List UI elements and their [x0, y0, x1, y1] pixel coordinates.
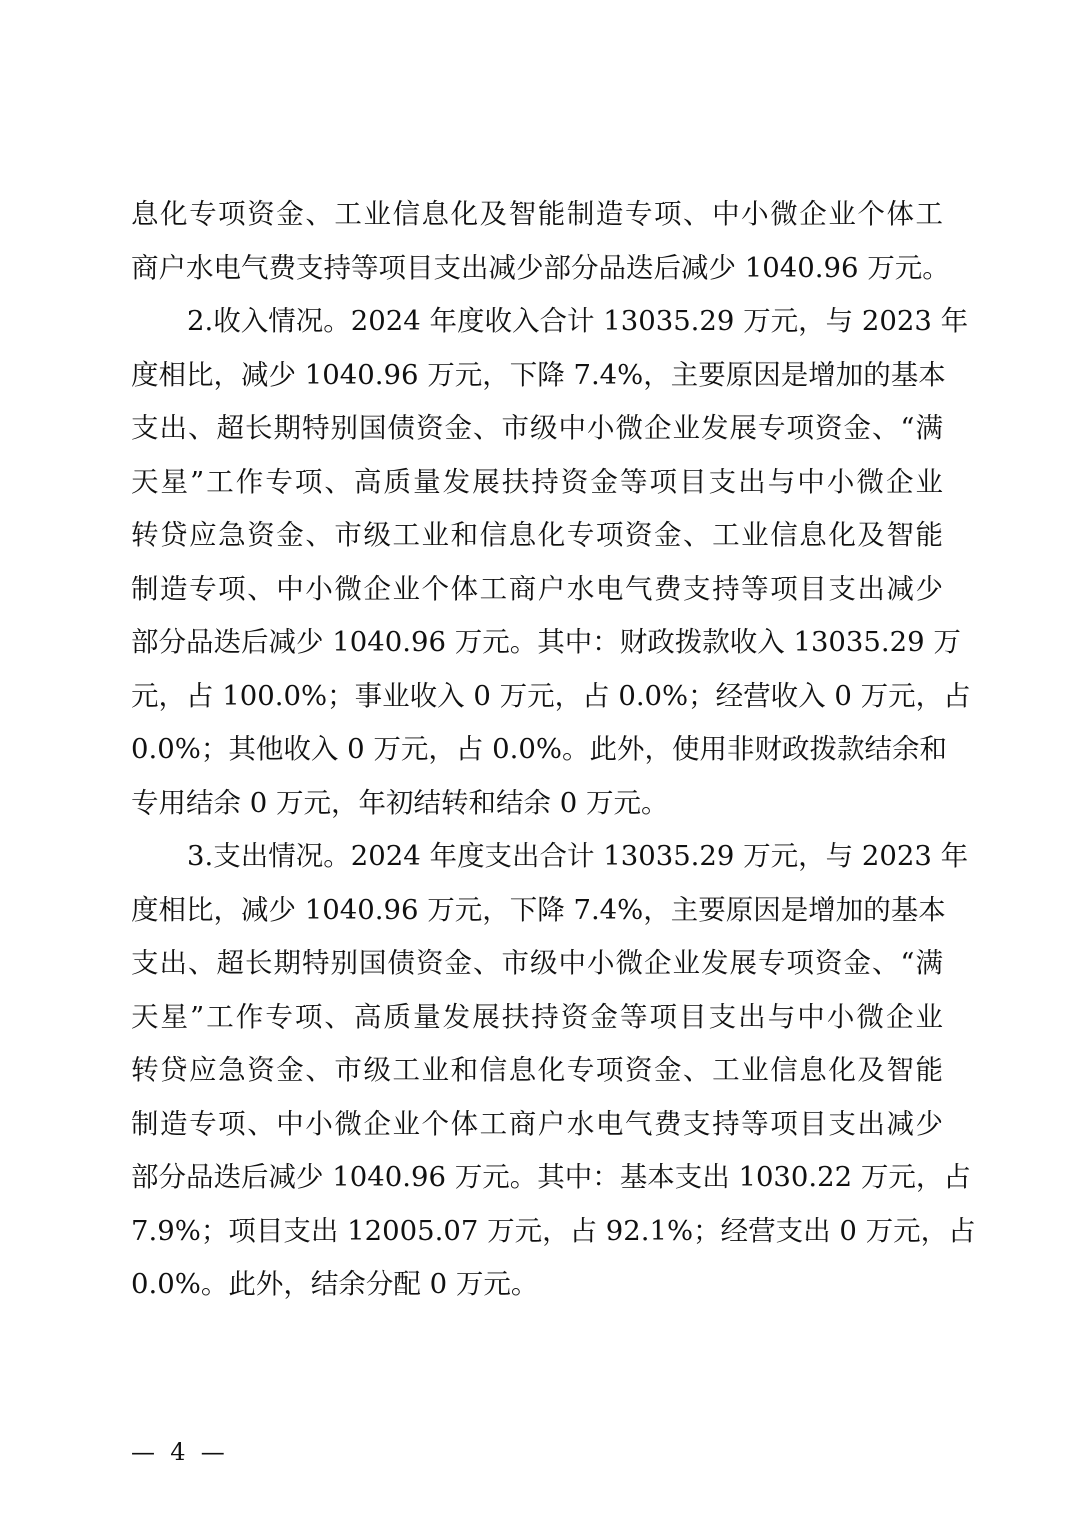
- text-line: 支出、超长期特别国债资金、市级中小微企业发展专项资金、“满: [131, 412, 943, 444]
- text-line: 度相比，减少 1040.96 万元，下降 7.4%，主要原因是增加的基本: [131, 358, 946, 391]
- text-line: 元，占 100.0%；事业收入 0 万元，占 0.0%；经营收入 0 万元，占: [131, 679, 971, 712]
- text-line: 息化专项资金、工业信息化及智能制造专项、中小微企业个体工: [131, 198, 943, 230]
- text-line: 制造专项、中小微企业个体工商户水电气费支持等项目支出减少: [131, 572, 943, 605]
- text-line: 商户水电气费支持等项目支出减少部分品迭后减少 1040.96 万元。: [131, 251, 950, 284]
- text-line: 7.9%；项目支出 12005.07 万元，占 92.1%；经营支出 0 万元，占: [131, 1214, 976, 1247]
- text-line: 2.收入情况。2024 年度收入合计 13035.29 万元，与 2023 年: [187, 305, 969, 337]
- text-line: 转贷应急资金、市级工业和信息化专项资金、工业信息化及智能: [131, 1054, 943, 1086]
- body-text: [131, 188, 976, 1312]
- paragraph-continuation: [131, 188, 950, 295]
- text-line: 部分品迭后减少 1040.96 万元。其中：财政拨款收入 13035.29 万: [131, 626, 961, 658]
- text-line: 0.0%；其他收入 0 万元，占 0.0%。此外，使用非财政拨款结余和: [131, 733, 947, 765]
- text-line: 天星”工作专项、高质量发展扶持资金等项目支出与中小微企业: [131, 465, 943, 498]
- text-line: 专用结余 0 万元，年初结转和结余 0 万元。: [131, 786, 669, 819]
- paragraph-income: [131, 295, 971, 830]
- text-line: 部分品迭后减少 1040.96 万元。其中：基本支出 1030.22 万元，占: [131, 1161, 971, 1193]
- paragraph-expenditure: [131, 830, 976, 1312]
- text-line: 3.支出情况。2024 年度支出合计 13035.29 万元，与 2023 年: [187, 840, 969, 872]
- text-line: 天星”工作专项、高质量发展扶持资金等项目支出与中小微企业: [131, 1000, 943, 1033]
- text-line: 0.0%。此外，结余分配 0 万元。: [131, 1268, 539, 1300]
- text-line: 转贷应急资金、市级工业和信息化专项资金、工业信息化及智能: [131, 519, 943, 551]
- text-line: 支出、超长期特别国债资金、市级中小微企业发展专项资金、“满: [131, 947, 943, 979]
- text-line: 度相比，减少 1040.96 万元，下降 7.4%，主要原因是增加的基本: [131, 893, 946, 926]
- page-number: — 4 —: [131, 1438, 225, 1466]
- text-line: 制造专项、中小微企业个体工商户水电气费支持等项目支出减少: [131, 1107, 943, 1140]
